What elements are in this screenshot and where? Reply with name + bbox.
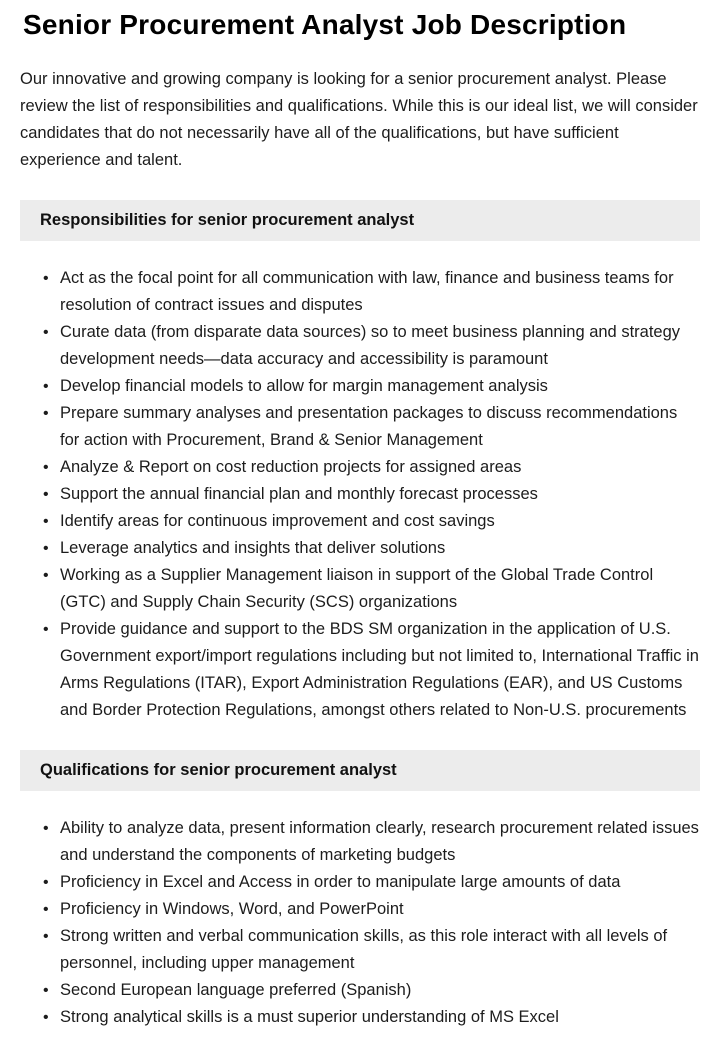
list-item: • Strong written and verbal communication skills, as this role interact with all levels of personnel, including upper management bbox=[20, 923, 700, 977]
list-item: • Second European language preferred (Spanish) bbox=[20, 977, 700, 1004]
list-item: • Working as a Supplier Management liaison in support of the Global Trade Control (GTC) and Supply Chain Security (SCS) organizations bbox=[20, 562, 700, 616]
list-item: • Prepare summary analyses and presentation packages to discuss recommendations for action with Procurement, Brand & Senior Management bbox=[20, 400, 700, 454]
list-item: • Ability to analyze data, present information clearly, research procurement related issues and understand the components of marketing budgets bbox=[20, 815, 700, 869]
list-item: • Analyze & Report on cost reduction projects for assigned areas bbox=[20, 454, 700, 481]
list-item: • Act as the focal point for all communication with law, finance and business teams for resolution of contract issues and disputes bbox=[20, 265, 700, 319]
list-item: • Proficiency in Excel and Access in order to manipulate large amounts of data bbox=[20, 869, 700, 896]
responsibilities-section bbox=[20, 200, 700, 724]
list-item: • Curate data (from disparate data sources) so to meet business planning and strategy development needs—data accuracy and accessibility is paramount bbox=[20, 319, 700, 373]
list-item: • Leverage analytics and insights that deliver solutions bbox=[20, 535, 700, 562]
list-item: • Develop financial models to allow for margin management analysis bbox=[20, 373, 700, 400]
responsibilities-list bbox=[20, 265, 700, 724]
list-item: • Support the annual financial plan and monthly forecast processes bbox=[20, 481, 700, 508]
qualifications-section bbox=[20, 750, 700, 1031]
list-item: • Provide guidance and support to the BDS SM organization in the application of U.S. Government export/import regulations including but not limited to, International Traffic in Arms Regulations (ITAR), Export Administration Regulations (EAR), and US Customs and Border Protection Regulations, amongst others related to Non-U.S. procurements bbox=[20, 616, 700, 724]
page-title: Senior Procurement Analyst Job Description bbox=[23, 9, 627, 40]
section-heading-responsibilities: Responsibilities for senior procurement analyst bbox=[20, 200, 700, 241]
section-heading-qualifications: Qualifications for senior procurement analyst bbox=[20, 750, 700, 791]
list-item: • Identify areas for continuous improvement and cost savings bbox=[20, 508, 700, 535]
intro-paragraph: Our innovative and growing company is looking for a senior procurement analyst. Please review the list of responsibilities and qualifications. While this is our ideal list, we will consider candidates that do not necessarily have all of the qualifications, but have sufficient experience and talent. bbox=[20, 69, 698, 169]
list-item: • Strong analytical skills is a must superior understanding of MS Excel bbox=[20, 1004, 700, 1031]
qualifications-list bbox=[20, 815, 700, 1031]
list-item: • Proficiency in Windows, Word, and PowerPoint bbox=[20, 896, 700, 923]
